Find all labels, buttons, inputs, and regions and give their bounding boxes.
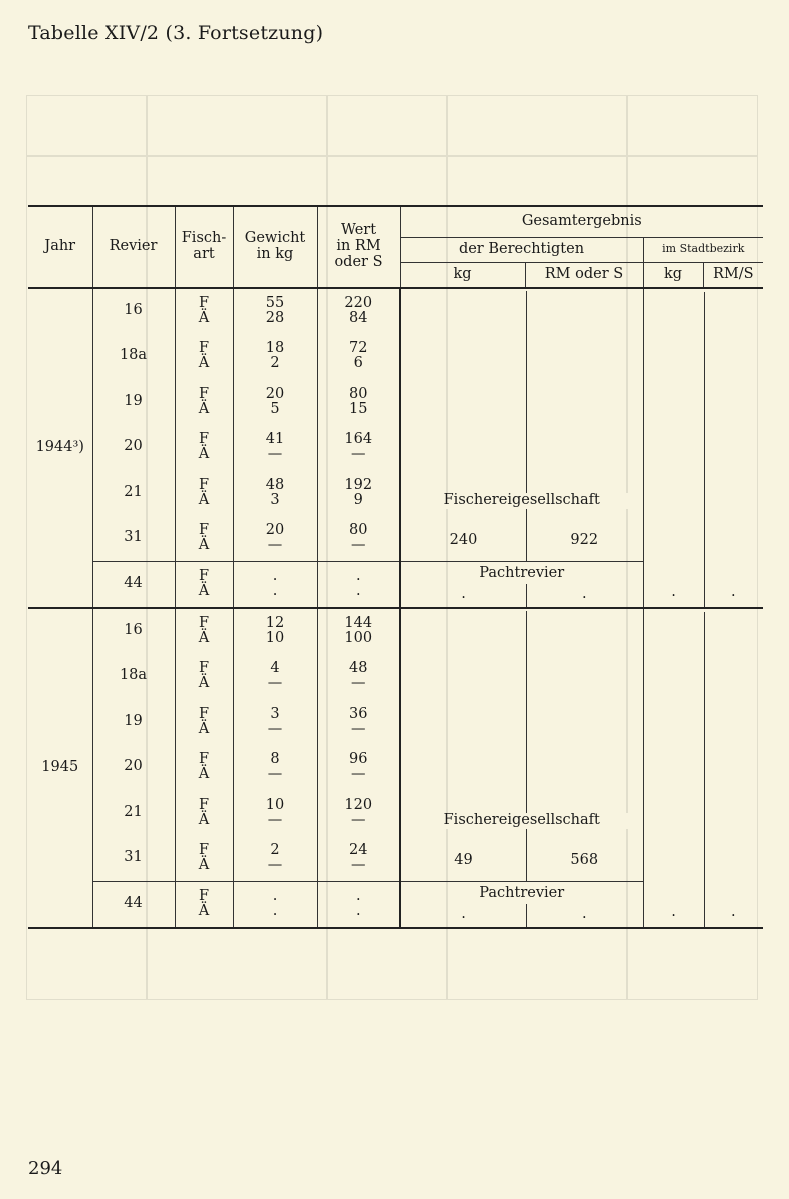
revier-cell: 18a — [92, 334, 175, 380]
fischart-cell — [175, 425, 233, 471]
fischart-cell-ae: Ä — [198, 903, 210, 920]
gesellschaft-label: Fischereigesellschaft — [401, 813, 643, 829]
fischart-cell-f: F — [198, 888, 210, 905]
gewicht-cell-ae: — — [267, 675, 283, 692]
header-berechtigten: der Berechtigten — [400, 237, 643, 262]
fischart-cell — [175, 745, 233, 791]
gewicht-cell-f: 20 — [265, 385, 285, 402]
gewicht-cell — [233, 881, 317, 928]
wert-cell-f: 192 — [344, 476, 373, 493]
fischart-cell-f: F — [198, 340, 210, 357]
fischart-cell-ae: Ä — [198, 400, 210, 417]
wert-cell-f: 24 — [349, 841, 368, 858]
gewicht-cell-f: 12 — [265, 615, 285, 632]
revier-cell: 31 — [92, 836, 175, 882]
gewicht-cell-f: 55 — [265, 295, 285, 312]
wert-cell-f: 120 — [344, 796, 373, 813]
gewicht-cell-f: 8 — [270, 751, 280, 768]
table-row — [28, 608, 763, 654]
fischart-cell-ae: Ä — [198, 811, 210, 828]
fischart-cell — [175, 608, 233, 654]
fischart-cell-ae: Ä — [198, 720, 210, 737]
revier-cell: 19 — [92, 699, 175, 745]
fischart-cell-ae: Ä — [198, 491, 210, 508]
gewicht-cell — [233, 836, 317, 882]
jahr-cell: 1944³) — [28, 288, 92, 608]
gesellschaft-block — [400, 608, 643, 881]
header-fischart: Fisch- art — [175, 206, 233, 288]
fischart-cell-f: F — [198, 385, 210, 402]
wert-cell — [317, 334, 400, 380]
header-gewicht: Gewicht in kg — [233, 206, 317, 288]
revier-cell: 18a — [92, 654, 175, 700]
gewicht-cell-ae: 10 — [265, 630, 285, 647]
gewicht-cell — [233, 608, 317, 654]
wert-cell — [317, 745, 400, 791]
gewicht-cell-ae: 5 — [270, 400, 280, 417]
gewicht-cell-ae: — — [267, 446, 283, 463]
year-group-1945 — [28, 608, 763, 928]
stadt-kg: . — [671, 904, 676, 921]
header-stadtbezirk: im Stadtbezirk — [643, 237, 763, 262]
revier-cell: 20 — [92, 425, 175, 471]
wert-cell — [317, 836, 400, 882]
page-title: Tabelle XIV/2 (3. Fortsetzung) — [28, 22, 324, 44]
table-row — [28, 288, 763, 334]
revier-cell: 31 — [92, 516, 175, 562]
fischart-cell — [175, 288, 233, 334]
wert-cell-f: 72 — [349, 340, 368, 357]
fischart-cell — [175, 470, 233, 516]
wert-cell-ae: 6 — [353, 355, 363, 372]
wert-cell-ae: — — [351, 675, 366, 692]
gesellschaft-kg: 240 — [449, 531, 478, 548]
header-revier: Revier — [92, 206, 175, 288]
header-jahr: Jahr — [28, 206, 92, 288]
wert-cell-f: 80 — [349, 521, 368, 538]
wert-cell-f: 80 — [349, 385, 368, 402]
wert-cell — [317, 608, 400, 654]
gewicht-cell-ae: — — [267, 766, 283, 783]
fischart-cell-ae: Ä — [198, 766, 210, 783]
fischart-cell-f: F — [198, 705, 210, 722]
pacht-block — [400, 881, 643, 928]
fischart-cell-f: F — [198, 295, 210, 312]
gesellschaft-kg: 49 — [454, 851, 473, 868]
pacht-rm: . — [581, 585, 587, 602]
header-kg-stadtbezirk: kg — [643, 262, 703, 288]
gesellschaft-label: Fischereigesellschaft — [401, 493, 643, 509]
gewicht-cell-f: . — [272, 568, 278, 585]
wert-cell-ae: — — [351, 766, 366, 783]
gewicht-cell — [233, 334, 317, 380]
gewicht-cell-f: 4 — [270, 660, 280, 677]
stadt-rm: . — [730, 584, 736, 601]
gewicht-cell-ae: 28 — [265, 310, 285, 327]
wert-cell-ae: 100 — [344, 630, 373, 647]
gewicht-cell — [233, 379, 317, 425]
fischart-cell-f: F — [198, 431, 210, 448]
gewicht-cell-ae: — — [267, 811, 283, 828]
gewicht-cell-f: 3 — [270, 705, 280, 722]
gewicht-cell — [233, 790, 317, 836]
wert-cell — [317, 654, 400, 700]
wert-cell-ae: — — [351, 811, 366, 828]
gewicht-cell-ae: — — [267, 720, 283, 737]
fischart-cell-f: F — [198, 615, 210, 632]
gewicht-cell — [233, 470, 317, 516]
year-group-1944 — [28, 288, 763, 608]
wert-cell — [317, 425, 400, 471]
fischart-cell-ae: Ä — [198, 857, 210, 874]
fischart-cell — [175, 654, 233, 700]
fischart-cell — [175, 379, 233, 425]
header-wert: Wert in RM oder S — [317, 206, 400, 288]
stadt-rm: . — [730, 904, 736, 921]
fischart-cell — [175, 836, 233, 882]
fischart-cell-ae: Ä — [198, 675, 210, 692]
gewicht-cell — [233, 561, 317, 608]
fischart-cell-f: F — [198, 841, 210, 858]
wert-cell-f: 48 — [349, 660, 368, 677]
gewicht-cell-f: 10 — [265, 796, 285, 813]
fischart-cell-ae: Ä — [198, 630, 210, 647]
fischart-cell — [175, 561, 233, 608]
gewicht-cell-f: . — [272, 888, 278, 905]
pacht-label: Pachtrevier — [479, 564, 565, 581]
wert-cell — [317, 516, 400, 562]
fischart-cell — [175, 790, 233, 836]
wert-cell-ae: . — [355, 583, 361, 600]
wert-cell-ae: — — [351, 857, 366, 874]
header-kg: kg — [400, 262, 525, 288]
wert-cell-f: 144 — [344, 615, 373, 632]
fischart-cell-ae: Ä — [198, 446, 210, 463]
wert-cell-f: 96 — [349, 751, 368, 768]
pacht-block — [400, 561, 643, 608]
gewicht-cell-ae: 3 — [270, 491, 280, 508]
gesellschaft-rm: 568 — [570, 851, 599, 868]
stadtbezirk-block — [643, 608, 763, 928]
gewicht-cell-f: 48 — [265, 476, 285, 493]
wert-cell — [317, 790, 400, 836]
wert-cell-f: 220 — [344, 295, 373, 312]
catch-table — [28, 205, 763, 929]
wert-cell-ae: — — [351, 720, 366, 737]
wert-cell-ae: 84 — [349, 310, 368, 327]
stadt-kg: . — [671, 584, 676, 601]
gewicht-cell-f: 20 — [265, 521, 285, 538]
fischart-cell-ae: Ä — [198, 537, 210, 554]
fischart-cell-f: F — [198, 660, 210, 677]
wert-cell-f: . — [355, 568, 361, 585]
revier-cell: 21 — [92, 790, 175, 836]
revier-cell: 44 — [92, 561, 175, 608]
jahr-cell: 1945 — [28, 608, 92, 928]
pacht-label: Pachtrevier — [479, 884, 565, 901]
gewicht-cell-ae: — — [267, 537, 283, 554]
fischart-cell-f: F — [198, 751, 210, 768]
wert-cell — [317, 881, 400, 928]
gewicht-cell — [233, 288, 317, 334]
pacht-kg: . — [461, 905, 466, 922]
gewicht-cell — [233, 745, 317, 791]
page-number: 294 — [28, 1158, 63, 1179]
header-rm-s-stadtbezirk: RM/S — [703, 262, 763, 288]
wert-cell-ae: . — [355, 903, 361, 920]
wert-cell — [317, 288, 400, 334]
stadtbezirk-block — [643, 288, 763, 608]
pacht-rm: . — [581, 905, 587, 922]
gewicht-cell — [233, 516, 317, 562]
fischart-cell-f: F — [198, 796, 210, 813]
revier-cell: 19 — [92, 379, 175, 425]
fischart-cell-ae: Ä — [198, 310, 210, 327]
wert-cell-ae: — — [351, 446, 366, 463]
wert-cell — [317, 470, 400, 516]
revier-cell: 44 — [92, 881, 175, 928]
gewicht-cell-ae: . — [272, 583, 278, 600]
wert-cell — [317, 379, 400, 425]
fischart-cell-f: F — [198, 476, 210, 493]
wert-cell-f: 164 — [344, 431, 373, 448]
fischart-cell — [175, 881, 233, 928]
revier-cell: 20 — [92, 745, 175, 791]
revier-cell: 21 — [92, 470, 175, 516]
revier-cell: 16 — [92, 608, 175, 654]
gewicht-cell-f: 2 — [270, 841, 280, 858]
gesellschaft-block — [400, 288, 643, 561]
pacht-kg: . — [461, 585, 466, 602]
wert-cell-f: . — [355, 888, 361, 905]
wert-cell-ae: — — [351, 537, 366, 554]
gewicht-cell — [233, 699, 317, 745]
gewicht-cell-f: 41 — [265, 431, 285, 448]
gewicht-cell-ae: — — [267, 857, 283, 874]
fischart-cell-ae: Ä — [198, 583, 210, 600]
wert-cell — [317, 699, 400, 745]
gewicht-cell-f: 18 — [265, 340, 285, 357]
wert-cell — [317, 561, 400, 608]
wert-cell-ae: 15 — [349, 400, 368, 417]
gewicht-cell-ae: . — [272, 903, 278, 920]
gewicht-cell-ae: 2 — [270, 355, 280, 372]
header-rm-oder-s: RM oder S — [525, 262, 643, 288]
fischart-cell — [175, 699, 233, 745]
fischart-cell-f: F — [198, 521, 210, 538]
gewicht-cell — [233, 425, 317, 471]
fischart-cell — [175, 334, 233, 380]
wert-cell-f: 36 — [349, 705, 368, 722]
wert-cell-ae: 9 — [353, 491, 363, 508]
gesellschaft-rm: 922 — [570, 531, 599, 548]
fischart-cell-f: F — [198, 568, 210, 585]
revier-cell: 16 — [92, 288, 175, 334]
header-gesamtergebnis: Gesamtergebnis — [400, 206, 763, 237]
fischart-cell — [175, 516, 233, 562]
gewicht-cell — [233, 654, 317, 700]
fischart-cell-ae: Ä — [198, 355, 210, 372]
